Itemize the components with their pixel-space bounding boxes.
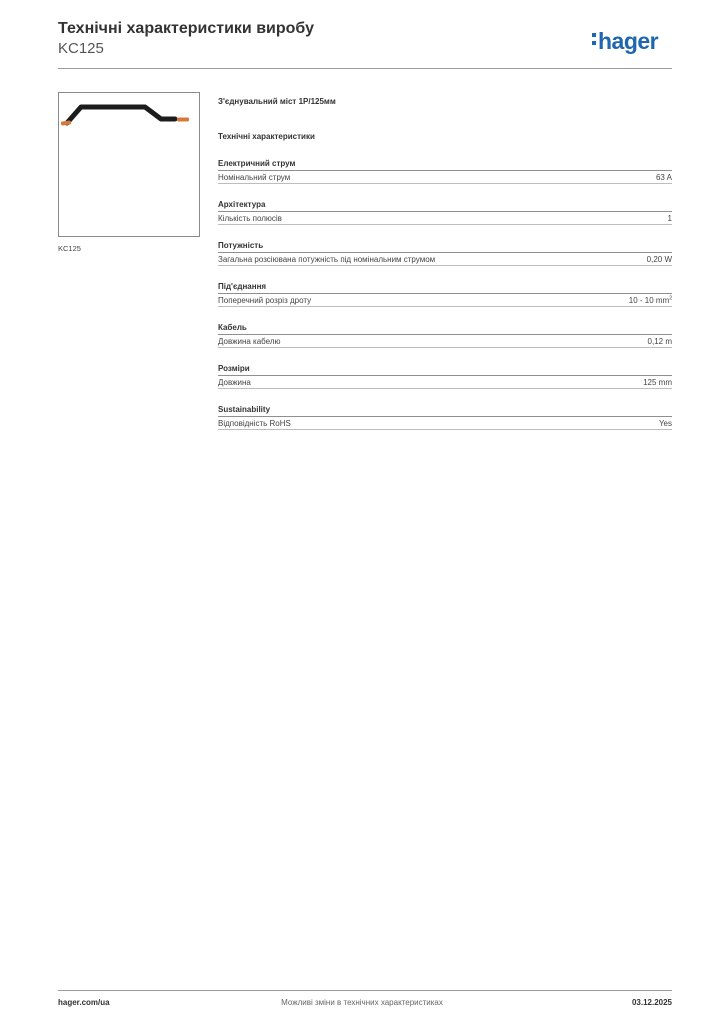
spec-group-title: Потужність: [218, 240, 672, 253]
spec-group: [218, 158, 672, 184]
spec-row: [218, 171, 672, 184]
spec-row: [218, 417, 672, 430]
spec-row: [218, 212, 672, 225]
spec-group-title: Розміри: [218, 363, 672, 376]
footer-date: 03.12.2025: [631, 998, 672, 1007]
product-name: З'єднувальний міст 1P/125мм: [218, 97, 336, 106]
spec-value: 125 mm: [643, 378, 672, 387]
spec-value: 63 A: [655, 173, 672, 182]
specs-heading: Технічні характеристики: [218, 132, 315, 141]
connection-bridge-cable-icon: [59, 93, 199, 236]
footer-divider: [58, 990, 672, 991]
spec-group: [218, 404, 672, 430]
spec-label: Відповідність RoHS: [218, 419, 291, 428]
spec-value-text: 10 - 10 mm: [628, 296, 670, 305]
spec-group-title: Під'єднання: [218, 281, 672, 294]
spec-group: [218, 322, 672, 348]
spec-value: 1: [667, 214, 672, 223]
spec-value: [629, 295, 672, 306]
spec-group-title: Електричний струм: [218, 158, 672, 171]
logo-dots-icon: [592, 33, 596, 49]
spec-group: [218, 281, 672, 307]
logo-text: hager: [598, 28, 659, 54]
spec-value: 0,20 W: [646, 255, 672, 264]
spec-group-title: Sustainability: [218, 404, 672, 417]
hager-logo: [592, 28, 658, 55]
spec-value: 0,12 m: [647, 337, 672, 346]
spec-group: [218, 199, 672, 225]
spec-row: [218, 335, 672, 348]
spec-group-title: Кабель: [218, 322, 672, 335]
image-caption: KC125: [58, 244, 81, 253]
specifications: [218, 96, 672, 430]
product-image: [58, 92, 200, 237]
spec-group: [218, 363, 672, 389]
spec-group-title: Архітектура: [218, 199, 672, 212]
spec-label: Номінальний струм: [218, 173, 291, 182]
spec-value: Yes: [658, 419, 672, 428]
footer-website-link[interactable]: hager.com/ua: [58, 998, 110, 1007]
spec-label: Загальна розсіювана потужність під номінальним струмом: [218, 255, 436, 264]
spec-row: [218, 253, 672, 266]
spec-group: [218, 240, 672, 266]
spec-label: Кількість полюсів: [218, 214, 282, 223]
spec-label: Довжина кабелю: [218, 337, 281, 346]
spec-value-superscript: 2: [669, 295, 672, 302]
page-title: Технічні характеристики виробу: [58, 20, 314, 37]
spec-row: [218, 294, 672, 307]
spec-label: Поперечний розріз дроту: [218, 296, 312, 305]
footer-note: Можливі зміни в технічних характеристиках: [281, 998, 443, 1007]
header-divider: [58, 68, 672, 69]
spec-row: [218, 376, 672, 389]
page-subtitle: KC125: [58, 40, 104, 57]
spec-label: Довжина: [218, 378, 251, 387]
